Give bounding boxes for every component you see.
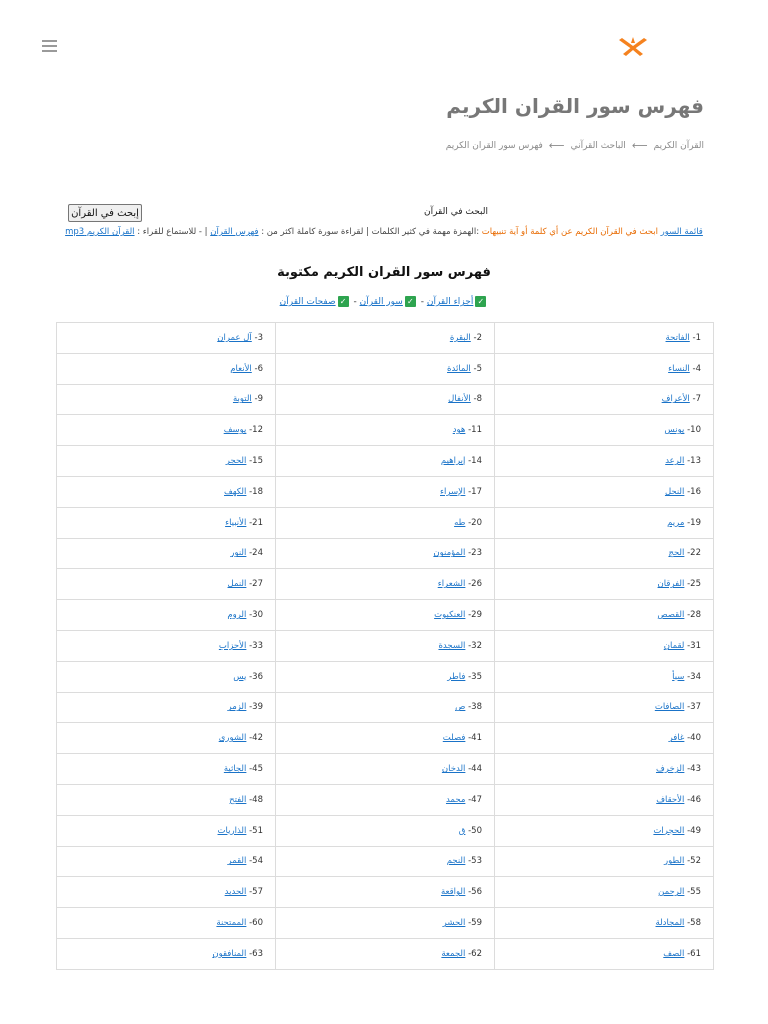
sura-number: 53- xyxy=(465,856,482,867)
sura-link[interactable]: القمر xyxy=(227,856,247,867)
suras-link[interactable]: سور القرآن xyxy=(359,297,403,307)
sura-link[interactable]: ق xyxy=(458,825,466,836)
sura-link[interactable]: محمد xyxy=(445,794,466,805)
table-cell xyxy=(57,754,276,785)
sura-link[interactable]: الجاثية xyxy=(223,764,247,775)
sura-number: 48- xyxy=(246,794,263,805)
search-label: البحث في القرآن xyxy=(423,207,488,217)
table-cell xyxy=(495,384,714,415)
table-cell xyxy=(495,815,714,846)
sura-link[interactable]: غافر xyxy=(668,733,685,744)
sura-number: 19- xyxy=(684,517,701,528)
table-cell xyxy=(495,846,714,877)
sura-link[interactable]: الكهف xyxy=(224,486,247,497)
sura-link[interactable]: الأعراف xyxy=(661,394,690,405)
sura-link[interactable]: الشورى xyxy=(218,733,247,744)
table-row xyxy=(57,877,714,908)
sura-link[interactable]: الجمعة xyxy=(441,948,466,959)
sura-number: 5- xyxy=(470,363,482,374)
table-cell xyxy=(57,538,276,569)
table-cell xyxy=(276,938,495,969)
sura-link[interactable]: الفرقان xyxy=(657,579,685,590)
table-cell xyxy=(57,815,276,846)
table-cell xyxy=(276,723,495,754)
check-icon: ✓ xyxy=(338,296,349,307)
sura-link[interactable]: النساء xyxy=(668,363,690,374)
table-cell xyxy=(495,600,714,631)
sura-number: 57- xyxy=(246,887,263,898)
table-cell xyxy=(57,784,276,815)
sura-link[interactable]: القصص xyxy=(657,610,685,621)
sura-link[interactable]: الأنبياء xyxy=(225,517,247,528)
sura-link[interactable]: النور xyxy=(230,548,247,559)
quran-index-link[interactable]: فهرس القرآن xyxy=(210,227,259,237)
sura-link[interactable]: الحشر xyxy=(442,918,466,929)
search-form xyxy=(0,204,768,226)
sura-link[interactable]: الذاريات xyxy=(217,825,247,836)
table-cell xyxy=(57,938,276,969)
sura-number: 31- xyxy=(684,640,701,651)
table-cell xyxy=(495,784,714,815)
check-icon: ✓ xyxy=(475,296,486,307)
table-cell xyxy=(276,569,495,600)
table-cell xyxy=(57,323,276,354)
sura-number: 62- xyxy=(465,948,482,959)
table-cell xyxy=(276,323,495,354)
sura-number: 59- xyxy=(465,918,482,929)
sura-number: 36- xyxy=(246,671,263,682)
nav-links: ✓أجزاء القرآن - ✓سور القرآن - ✓صفحات القرآن xyxy=(0,296,768,307)
table-cell xyxy=(276,661,495,692)
table-cell xyxy=(495,569,714,600)
table-cell xyxy=(57,630,276,661)
table-cell xyxy=(57,661,276,692)
table-row xyxy=(57,569,714,600)
sura-link[interactable]: التوبة xyxy=(232,394,252,405)
sura-link[interactable]: الحجرات xyxy=(653,825,685,836)
table-cell xyxy=(495,661,714,692)
table-row xyxy=(57,538,714,569)
table-cell xyxy=(495,692,714,723)
sura-number: 21- xyxy=(246,517,263,528)
sura-link[interactable]: المؤمنون xyxy=(433,548,466,559)
breadcrumb-item-current: فهرس سور القران الكريم xyxy=(445,140,543,151)
table-cell xyxy=(495,538,714,569)
breadcrumb xyxy=(446,139,704,152)
table-row xyxy=(57,723,714,754)
table-cell xyxy=(495,323,714,354)
sura-number: 56- xyxy=(465,887,482,898)
sura-list-link[interactable]: قائمة السور xyxy=(660,227,703,237)
sura-number: 12- xyxy=(246,425,263,436)
sura-number: 45- xyxy=(246,764,263,775)
sura-link[interactable]: الحج xyxy=(668,548,685,559)
sura-number: 47- xyxy=(465,794,482,805)
sura-table xyxy=(56,322,714,970)
table-cell xyxy=(57,384,276,415)
sura-number: 63- xyxy=(246,948,263,959)
juz-link[interactable]: أجزاء القرآن xyxy=(426,297,474,307)
table-cell xyxy=(495,415,714,446)
sura-link[interactable]: الزمر xyxy=(227,702,247,713)
sura-link[interactable]: الروم xyxy=(227,610,247,621)
table-row xyxy=(57,692,714,723)
sura-number: 34- xyxy=(684,671,701,682)
info-text: :الهمزة مهمة في كثير الكلمات | لقراءة سورة كاملة اكثر من : xyxy=(261,227,480,237)
table-cell xyxy=(57,877,276,908)
sura-link[interactable]: إبراهيم xyxy=(440,456,466,467)
sura-number: 16- xyxy=(684,486,701,497)
sura-number: 51- xyxy=(246,825,263,836)
table-cell xyxy=(276,476,495,507)
sura-number: 4- xyxy=(689,363,701,374)
sura-number: 32- xyxy=(465,640,482,651)
sura-number: 58- xyxy=(684,918,701,929)
sura-number: 11- xyxy=(465,425,482,436)
sura-link[interactable]: فاطر xyxy=(447,671,466,682)
sura-number: 52- xyxy=(684,856,701,867)
sura-number: 13- xyxy=(684,456,701,467)
sura-number: 43- xyxy=(684,764,701,775)
table-row xyxy=(57,384,714,415)
sura-link[interactable]: الزخرف xyxy=(655,764,685,775)
table-cell xyxy=(495,476,714,507)
sura-link[interactable]: يونس xyxy=(664,425,685,436)
sura-link[interactable]: الأنعام xyxy=(230,363,252,374)
sura-link[interactable]: المنافقون xyxy=(212,948,247,959)
sura-number: 33- xyxy=(246,640,263,651)
sura-link[interactable]: النجم xyxy=(446,856,466,867)
sura-link[interactable]: الفتح xyxy=(229,794,247,805)
sura-link[interactable]: المائدة xyxy=(447,363,471,374)
table-row xyxy=(57,908,714,939)
sura-link[interactable]: الصف xyxy=(663,948,685,959)
table-cell xyxy=(495,353,714,384)
table-cell xyxy=(276,692,495,723)
table-row xyxy=(57,415,714,446)
table-cell xyxy=(495,938,714,969)
sura-number: 29- xyxy=(465,610,482,621)
hamburger-icon[interactable] xyxy=(42,40,57,52)
sura-number: 6- xyxy=(251,363,263,374)
table-cell xyxy=(57,415,276,446)
sura-number: 15- xyxy=(246,456,263,467)
sura-number: 7- xyxy=(689,394,701,405)
sura-link[interactable]: الفاتحة xyxy=(665,332,690,343)
table-row xyxy=(57,507,714,538)
search-button[interactable]: إبحث في القرآن xyxy=(68,204,142,222)
sura-link[interactable]: الأنفال xyxy=(448,394,471,405)
sura-link[interactable]: الحجر xyxy=(225,456,247,467)
table-row xyxy=(57,476,714,507)
sura-number: 44- xyxy=(465,764,482,775)
table-cell xyxy=(57,476,276,507)
table-cell xyxy=(276,384,495,415)
table-cell xyxy=(276,908,495,939)
open-book-logo-icon[interactable] xyxy=(616,34,650,60)
search-input[interactable] xyxy=(146,204,380,224)
sura-number: 46- xyxy=(684,794,701,805)
table-cell xyxy=(57,723,276,754)
table-cell xyxy=(276,415,495,446)
sura-link[interactable]: الرحمن xyxy=(658,887,685,898)
sura-number: 38- xyxy=(465,702,482,713)
table-row xyxy=(57,846,714,877)
sura-link[interactable]: النمل xyxy=(227,579,247,590)
table-row xyxy=(57,630,714,661)
sura-link[interactable]: هود xyxy=(452,425,466,436)
sura-number: 18- xyxy=(246,486,263,497)
top-bar xyxy=(0,0,768,96)
sura-number: 54- xyxy=(246,856,263,867)
sura-number: 24- xyxy=(246,548,263,559)
sura-link[interactable]: الدخان xyxy=(441,764,466,775)
sura-link[interactable]: ص xyxy=(455,702,466,713)
info-text-listen: | - للاستماع للقراء : xyxy=(137,227,208,237)
table-cell xyxy=(57,908,276,939)
table-cell xyxy=(57,569,276,600)
table-cell xyxy=(276,784,495,815)
sura-link[interactable]: الأحقاف xyxy=(656,794,685,805)
sura-number: 25- xyxy=(684,579,701,590)
table-row xyxy=(57,600,714,631)
table-cell xyxy=(57,353,276,384)
check-icon: ✓ xyxy=(405,296,416,307)
sura-number: 22- xyxy=(684,548,701,559)
sura-number: 42- xyxy=(246,733,263,744)
sura-number: 35- xyxy=(465,671,482,682)
sura-link[interactable]: طه xyxy=(454,517,466,528)
sura-number: 17- xyxy=(465,486,482,497)
sura-link[interactable]: يس xyxy=(233,671,247,682)
sura-number: 10- xyxy=(684,425,701,436)
table-cell xyxy=(495,754,714,785)
table-cell xyxy=(276,877,495,908)
sura-link[interactable]: الواقعة xyxy=(440,887,466,898)
sura-number: 2- xyxy=(470,332,482,343)
sura-link[interactable]: الطور xyxy=(663,856,685,867)
sura-number: 60- xyxy=(246,918,263,929)
sura-number: 20- xyxy=(465,517,482,528)
sura-link[interactable]: الشعراء xyxy=(437,579,466,590)
table-cell xyxy=(276,538,495,569)
sura-link[interactable]: النحل xyxy=(664,486,685,497)
table-cell xyxy=(276,446,495,477)
sura-link[interactable]: الممتحنة xyxy=(216,918,247,929)
sura-link[interactable]: لقمان xyxy=(663,640,685,651)
sura-number: 39- xyxy=(246,702,263,713)
breadcrumb-item-researcher[interactable]: الباحث القرآني xyxy=(570,140,626,151)
sura-number: 50- xyxy=(465,825,482,836)
sura-link[interactable]: الرعد xyxy=(665,456,685,467)
table-cell xyxy=(276,507,495,538)
sura-link[interactable]: يوسف xyxy=(223,425,247,436)
table-row xyxy=(57,784,714,815)
info-bar xyxy=(58,225,710,239)
sura-link[interactable]: الأحزاب xyxy=(218,640,247,651)
table-cell xyxy=(276,815,495,846)
sura-link[interactable]: الإسراء xyxy=(440,486,466,497)
table-row xyxy=(57,446,714,477)
sura-number: 1- xyxy=(689,332,701,343)
sura-number: 55- xyxy=(684,887,701,898)
sura-number: 8- xyxy=(470,394,482,405)
table-row xyxy=(57,323,714,354)
sura-number: 27- xyxy=(246,579,263,590)
sura-number: 3- xyxy=(251,332,263,343)
sura-number: 37- xyxy=(684,702,701,713)
table-cell xyxy=(276,846,495,877)
table-cell xyxy=(495,446,714,477)
table-cell xyxy=(57,507,276,538)
arrow-left-icon: ⟵ xyxy=(548,139,565,152)
sura-number: 61- xyxy=(684,948,701,959)
table-row xyxy=(57,754,714,785)
table-cell xyxy=(495,630,714,661)
table-row xyxy=(57,661,714,692)
sura-link[interactable]: السجدة xyxy=(438,640,466,651)
sura-link[interactable]: سبأ xyxy=(672,671,685,682)
arrow-left-icon: ⟵ xyxy=(631,139,648,152)
table-cell xyxy=(495,908,714,939)
table-cell xyxy=(57,846,276,877)
sura-number: 23- xyxy=(465,548,482,559)
table-cell xyxy=(276,754,495,785)
table-row xyxy=(57,938,714,969)
sura-number: 28- xyxy=(684,610,701,621)
table-cell xyxy=(57,600,276,631)
table-cell xyxy=(276,353,495,384)
sura-link[interactable]: الحديد xyxy=(224,887,247,898)
sura-link[interactable]: المجادلة xyxy=(655,918,685,929)
table-cell xyxy=(495,507,714,538)
pages-link[interactable]: صفحات القرآن xyxy=(279,297,336,307)
sura-number: 14- xyxy=(465,456,482,467)
table-cell xyxy=(57,692,276,723)
sura-link[interactable]: البقرة xyxy=(449,332,471,343)
table-cell xyxy=(57,446,276,477)
section-heading: فهرس سور القران الكريم مكتوبة xyxy=(277,265,491,280)
table-row xyxy=(57,815,714,846)
table-cell xyxy=(495,723,714,754)
sura-link[interactable]: آل عمران xyxy=(217,332,252,343)
sura-number: 30- xyxy=(246,610,263,621)
sura-link[interactable]: فصلت xyxy=(442,733,466,744)
table-cell xyxy=(276,600,495,631)
sura-number: 40- xyxy=(684,733,701,744)
sura-link[interactable]: مريم xyxy=(667,517,685,528)
table-cell xyxy=(276,630,495,661)
page-title: فهرس سور القران الكريم xyxy=(446,94,704,118)
sura-number: 26- xyxy=(465,579,482,590)
breadcrumb-item-quran[interactable]: القرآن الكريم xyxy=(653,140,704,151)
table-cell xyxy=(495,877,714,908)
sura-number: 9- xyxy=(251,394,263,405)
quran-mp3-link[interactable]: القرآن الكريم mp3 xyxy=(65,227,135,237)
table-row xyxy=(57,353,714,384)
sura-link[interactable]: العنكبوت xyxy=(434,610,466,621)
sura-number: 41- xyxy=(465,733,482,744)
sura-number: 49- xyxy=(684,825,701,836)
sura-link[interactable]: الصافات xyxy=(654,702,685,713)
search-hint: ابحث في القرآن الكريم عن أي كلمة أو آية تنبيهات xyxy=(481,227,658,237)
